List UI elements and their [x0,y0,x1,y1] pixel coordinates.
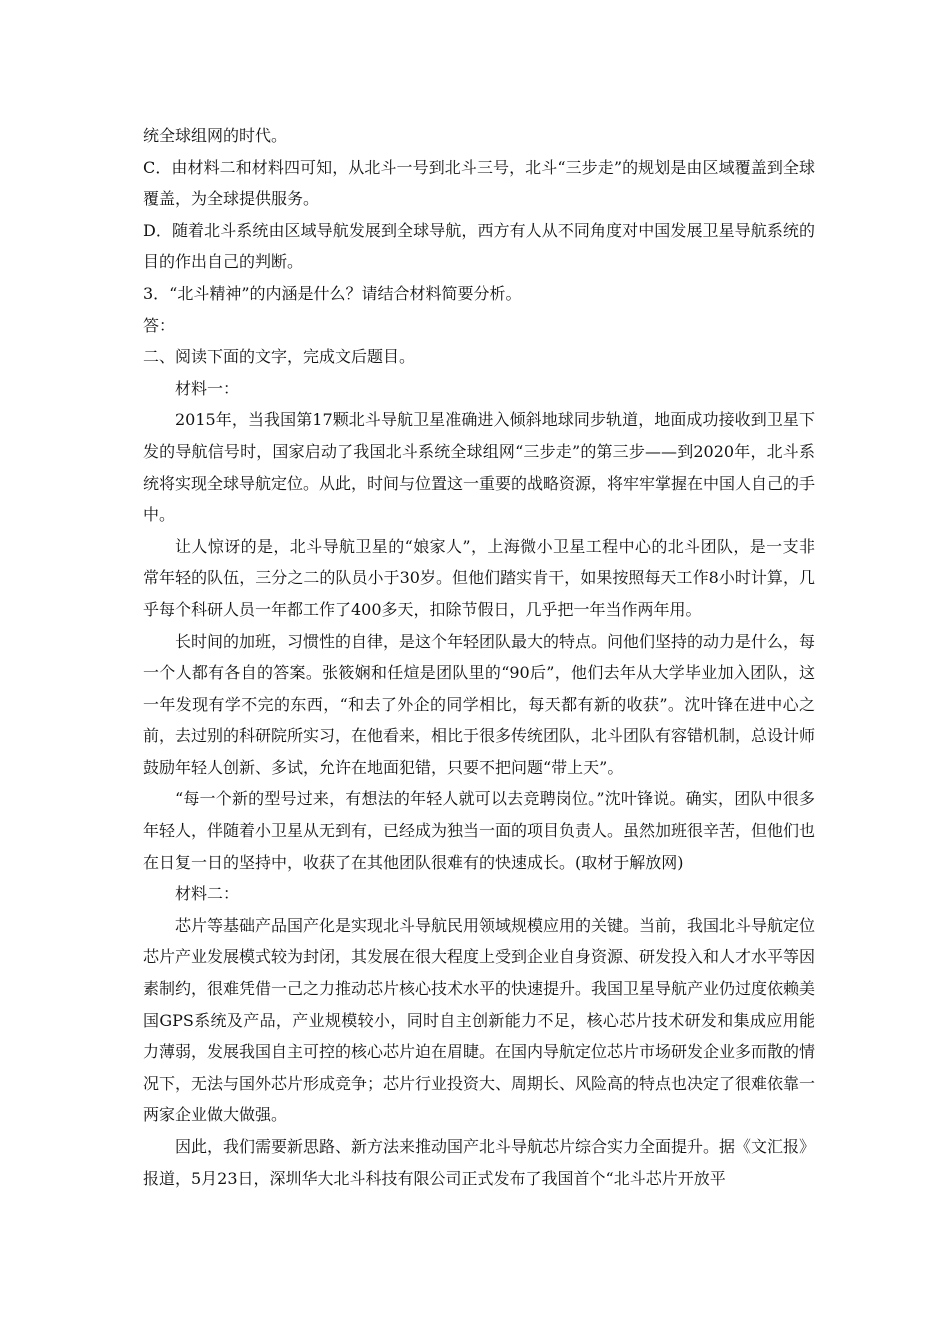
paragraph: 二、阅读下面的文字，完成文后题目。 [143,347,416,367]
paragraph: “每一个新的型号过来，有想法的年轻人就可以去竞聘岗位。”沈叶锋说。确实，团队中很多年轻人，伴随着小卫星从无到有，已经成为独当一面的项目负责人。虽然加班很辛苦，但他们也在日复一日的坚持中，收获了在其他团队很难有的快速成长。(取材于解放网) [143,789,816,872]
paragraph: 让人惊讶的是，北斗导航卫星的“娘家人”，上海微小卫星工程中心的北斗团队，是一支非常年轻的队伍，三分之二的队员小于30岁。但他们踏实肯干，如果按照每天工作8小时计算，几乎每个科研人员一年都工作了400多天，扣除节假日，几乎把一年当作两年用。 [143,536,815,619]
paragraph: D．随着北斗系统由区域导航发展到全球导航，西方有人从不同角度对中国发展卫星导航系统的目的作出自己的判断。 [143,220,815,272]
paragraph: 材料二： [175,884,240,904]
paragraph: 芯片等基础产品国产化是实现北斗导航民用领域规模应用的关键。当前，我国北斗导航定位芯片产业发展模式较为封闭，其发展在很大程度上受到企业自身资源、研发投入和人才水平等因素制约，很难凭借一己之力推动芯片核心技术水平的快速提升。我国卫星导航产业仍过度依赖美国GPS系统及产品，产业规模较小，同时自主创新能力不足，核心芯片技术研发和集成应用能力薄弱，发展我国自主可控的核心芯片迫在眉睫。在国内导航定位芯片市场研发企业多而散的情况下，无法与国外芯片形成竞争；芯片行业投资大、周期长、风险高的特点也决定了很难依靠一两家企业做大做强。 [143,915,816,1125]
document-body [143,120,815,1194]
paragraph: 统全球组网的时代。 [143,126,288,145]
paragraph: 答： [143,315,176,335]
paragraph: 2015年，当我国第17颗北斗导航卫星准确进入倾斜地球同步轨道，地面成功接收到卫星下发的导航信号时，国家启动了我国北斗系统全球组网“三步走”的第三步——到2020年，北斗系统将实现全球导航定位。从此，时间与位置这一重要的战略资源，将牢牢掌握在中国人自己的手中。 [143,410,816,525]
paragraph: 3．“北斗精神”的内涵是什么？请结合材料简要分析。 [143,283,522,303]
paragraph: 长时间的加班，习惯性的自律，是这个年轻团队最大的特点。问他们坚持的动力是什么，每一个人都有各自的答案。张筱娴和任煊是团队里的“90后”，他们去年从大学毕业加入团队，这一年发现有学不完的东西，“和去了外企的同学相比，每天都有新的收获”。沈叶锋在进中心之前，去过别的科研院所实习，在他看来，相比于很多传统团队，北斗团队有容错机制，总设计师鼓励年轻人创新、多试，允许在地面犯错，只要不把问题“带上天”。 [143,631,816,777]
paragraph: 因此，我们需要新思路、新方法来推动国产北斗导航芯片综合实力全面提升。据《文汇报》报道，5月23日，深圳华大北斗科技有限公司正式发布了我国首个“北斗芯片开放平 [143,1137,816,1188]
paragraph: C．由材料二和材料四可知，从北斗一号到北斗三号，北斗“三步走”的规划是由区域覆盖到全球覆盖，为全球提供服务。 [143,157,815,209]
paragraph: 材料一： [175,378,240,398]
